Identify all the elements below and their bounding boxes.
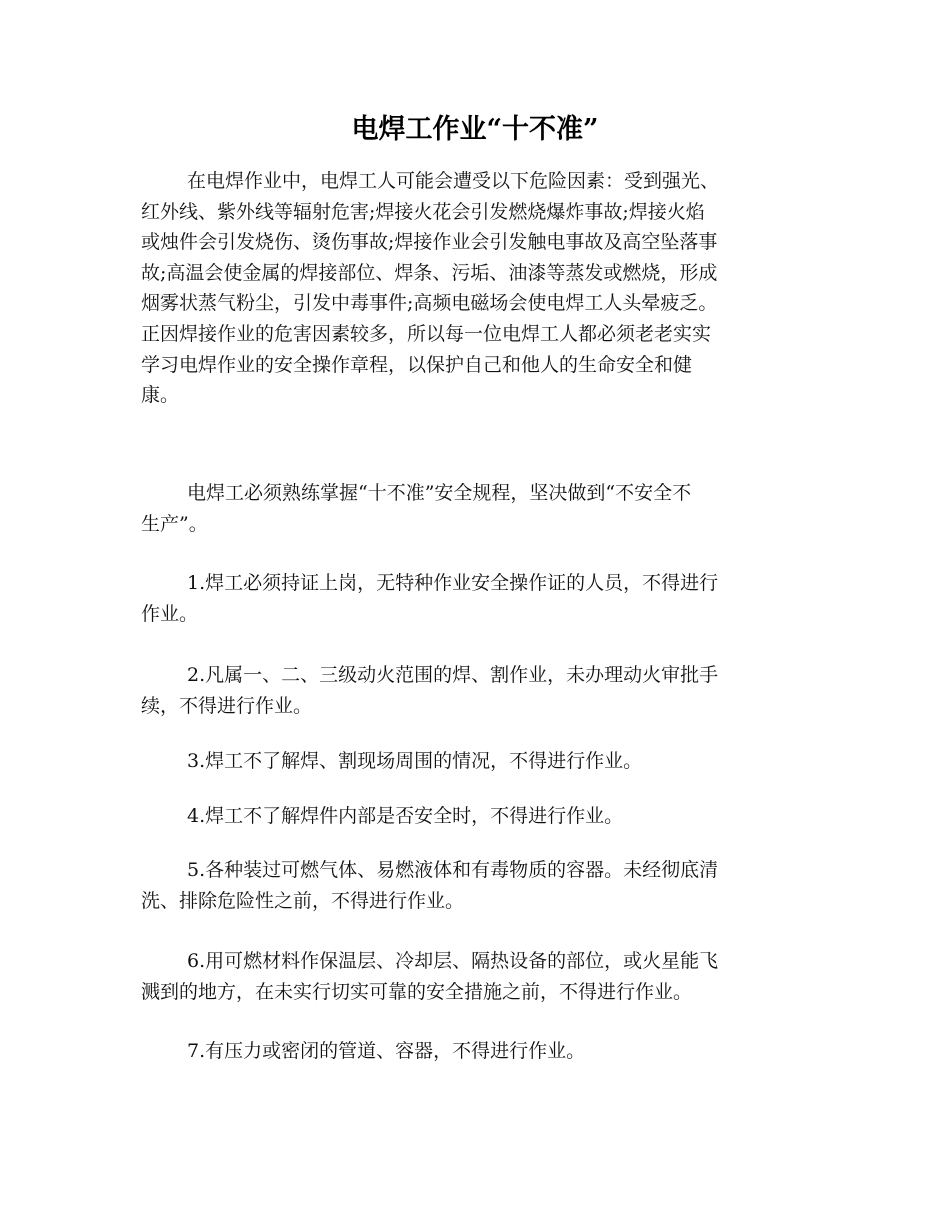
text-line: 生产”。 <box>141 512 208 535</box>
text-line: 正因焊接作业的危害因素较多，所以每一位电焊工人都必须老老实实 <box>141 322 712 345</box>
text-line: 7.有压力或密闭的管道、容器，不得进行作业。 <box>187 1040 586 1062</box>
text-line: 或烛件会引发烧伤、烫伤事故;焊接作业会引发触电事故及高空坠落事 <box>141 231 718 254</box>
text-line: 故;高温会使金属的焊接部位、焊条、污垢、油漆等蒸发或燃烧，形成 <box>141 261 718 284</box>
rule-6 <box>141 946 809 1007</box>
text-line: 学习电焊作业的安全操作章程，以保护自己和他人的生命安全和健 <box>141 353 693 376</box>
rule-1 <box>141 568 809 629</box>
text-line: 3.焊工不了解焊、割现场周围的情况，不得进行作业。 <box>187 750 643 772</box>
text-line: 洗、排除危险性之前，不得进行作业。 <box>141 889 465 912</box>
rule-5 <box>141 855 809 916</box>
text-line: 5.各种装过可燃气体、易燃液体和有毒物质的容器。未经彻底清 <box>187 859 719 881</box>
document-title: 电焊工作业“十不准” <box>351 114 599 145</box>
text-line: 在电焊作业中，电焊工人可能会遭受以下危险因素：受到强光、 <box>187 170 720 192</box>
text-line: 续，不得进行作业。 <box>141 694 313 717</box>
text-line: 2.凡属一、二、三级动火范围的焊、割作业，未办理动火审批手 <box>187 664 719 686</box>
rule-4 <box>141 801 809 832</box>
text-line: 4.焊工不了解焊件内部是否安全时，不得进行作业。 <box>187 805 624 827</box>
text-line: 6.用可燃材料作保温层、冷却层、隔热设备的部位，或火星能飞 <box>187 950 719 972</box>
requirement-paragraph <box>141 478 809 539</box>
rule-3 <box>141 746 809 777</box>
text-line: 1.焊工必须持证上岗，无特种作业安全操作证的人员，不得进行 <box>187 572 719 594</box>
rule-2 <box>141 660 809 721</box>
intro-paragraph <box>141 166 809 411</box>
text-line: 康。 <box>141 384 180 407</box>
text-line: 烟雾状蒸气粉尘，引发中毒事件;高频电磁场会使电焊工人头晕疲乏。 <box>141 292 718 315</box>
rule-7 <box>141 1036 809 1067</box>
text-line: 作业。 <box>141 602 199 625</box>
text-line: 电焊工必须熟练掌握“十不准”安全规程，坚决做到“不安全不 <box>187 482 692 504</box>
text-line: 溅到的地方，在未实行切实可靠的安全措施之前，不得进行作业。 <box>141 980 693 1003</box>
text-line: 红外线、紫外线等辐射危害;焊接火花会引发燃烧爆炸事故;焊接火焰 <box>141 200 705 223</box>
